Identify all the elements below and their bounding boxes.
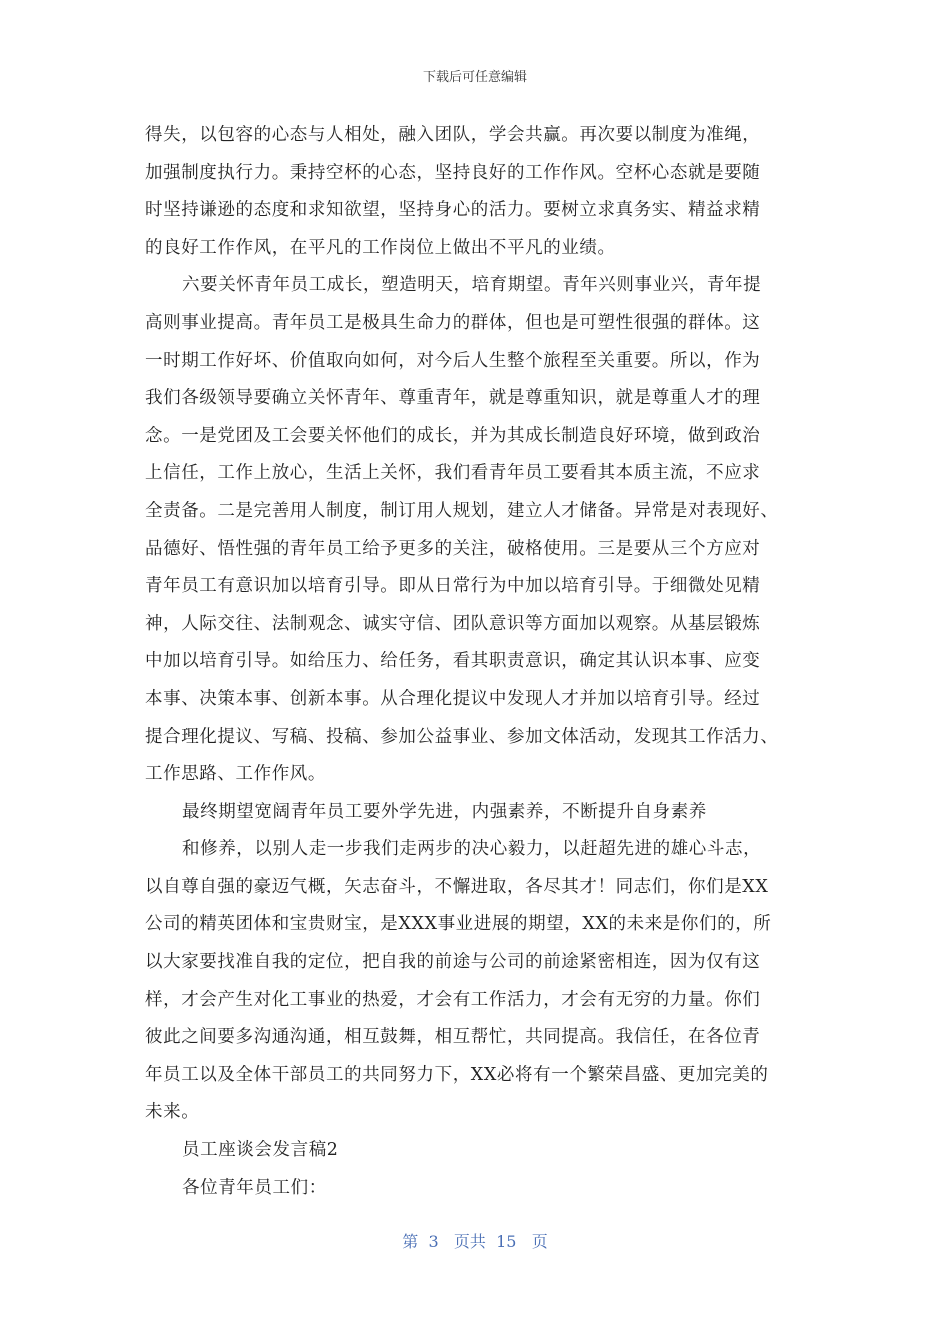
text-line: 公司的精英团体和宝贵财宝，是XXX事业进展的期望，XX的未来是你们的，所 bbox=[145, 914, 772, 935]
text-line: 以自尊自强的豪迈气概，矢志奋斗，不懈进取，各尽其才！同志们，你们是XX bbox=[145, 876, 769, 897]
text-line: 青年员工有意识加以培育引导。即从日常行为中加以培育引导。于细微处见精 bbox=[145, 576, 761, 597]
section-heading: 员工座谈会发言稿2 bbox=[182, 1140, 339, 1161]
text-line: 高则事业提高。青年员工是极具生命力的群体，但也是可塑性很强的群体。这 bbox=[145, 312, 761, 333]
text-line: 得失，以包容的心态与人相处，融入团队，学会共赢。再次要以制度为准绳， bbox=[145, 125, 761, 145]
text-line: 时坚持谦逊的态度和求知欲望，坚持身心的活力。要树立求真务实、精益求精 bbox=[145, 200, 761, 221]
text-line: 品德好、悟性强的青年员工给予更多的关注，破格使用。三是要从三个方应对 bbox=[145, 538, 761, 559]
paragraph-start-line: 六要关怀青年员工成长，塑造明天，培育期望。青年兴则事业兴，青年提 bbox=[182, 275, 762, 296]
text-line: 样，才会产生对化工事业的热爱，才会有工作活力，才会有无穷的力量。你们 bbox=[145, 989, 761, 1010]
salutation: 各位青年员工们： bbox=[182, 1177, 327, 1198]
text-line: 中加以培育引导。如给压力、给任务，看其职责意识，确定其认识本事、应变 bbox=[145, 651, 761, 672]
text-line: 加强制度执行力。秉持空杯的心态，坚持良好的工作作风。空杯心态就是要随 bbox=[145, 162, 761, 183]
text-line: 念。一是党团及工会要关怀他们的成长，并为其成长制造良好环境，做到政治 bbox=[145, 425, 761, 446]
text-line: 彼此之间要多沟通沟通，相互鼓舞，相互帮忙，共同提高。我信任，在各位青 bbox=[145, 1027, 761, 1048]
page-header: 下载后可任意编辑 bbox=[422, 70, 527, 85]
text-line: 的良好工作作风，在平凡的工作岗位上做出不平凡的业绩。 bbox=[145, 237, 616, 258]
text-line: 我们各级领导要确立关怀青年、尊重青年，就是尊重知识，就是尊重人才的理 bbox=[145, 388, 761, 409]
text-line: 年员工以及全体干部员工的共同努力下，XX必将有一个繁荣昌盛、更加完美的 bbox=[145, 1064, 769, 1085]
text-line: 本事、决策本事、创新本事。从合理化提议中发现人才并加以培育引导。经过 bbox=[145, 688, 761, 709]
text-line: 工作思路、工作作风。 bbox=[145, 764, 326, 785]
text-line: 全责备。二是完善用人制度，制订用人规划，建立人才储备。异常是对表现好、 bbox=[145, 500, 779, 521]
text-line: 神，人际交往、法制观念、诚实守信、团队意识等方面加以观察。从基层锻炼 bbox=[145, 613, 761, 634]
text-line: 一时期工作好坏、价值取向如何，对今后人生整个旅程至关重要。所以，作为 bbox=[145, 350, 761, 371]
text-line: 未来。 bbox=[145, 1102, 200, 1123]
text-line: 提合理化提议、写稿、投稿、参加公益事业、参加文体活动，发现其工作活力、 bbox=[145, 726, 779, 747]
paragraph-start-line: 最终期望宽阔青年员工要外学先进，内强素养，不断提升自身素养 bbox=[182, 801, 707, 822]
text-line: 以大家要找准自我的定位，把自我的前途与公司的前途紧密相连，因为仅有这 bbox=[145, 952, 761, 973]
text-line: 上信任，工作上放心，生活上关怀，我们看青年员工要看其本质主流，不应求 bbox=[145, 463, 761, 484]
page-footer: 第 3 页共 15 页 bbox=[402, 1232, 548, 1251]
document-body bbox=[145, 117, 815, 1207]
text-line: 和修养，以别人走一步我们走两步的决心毅力，以赶超先进的雄心斗志， bbox=[182, 839, 762, 860]
